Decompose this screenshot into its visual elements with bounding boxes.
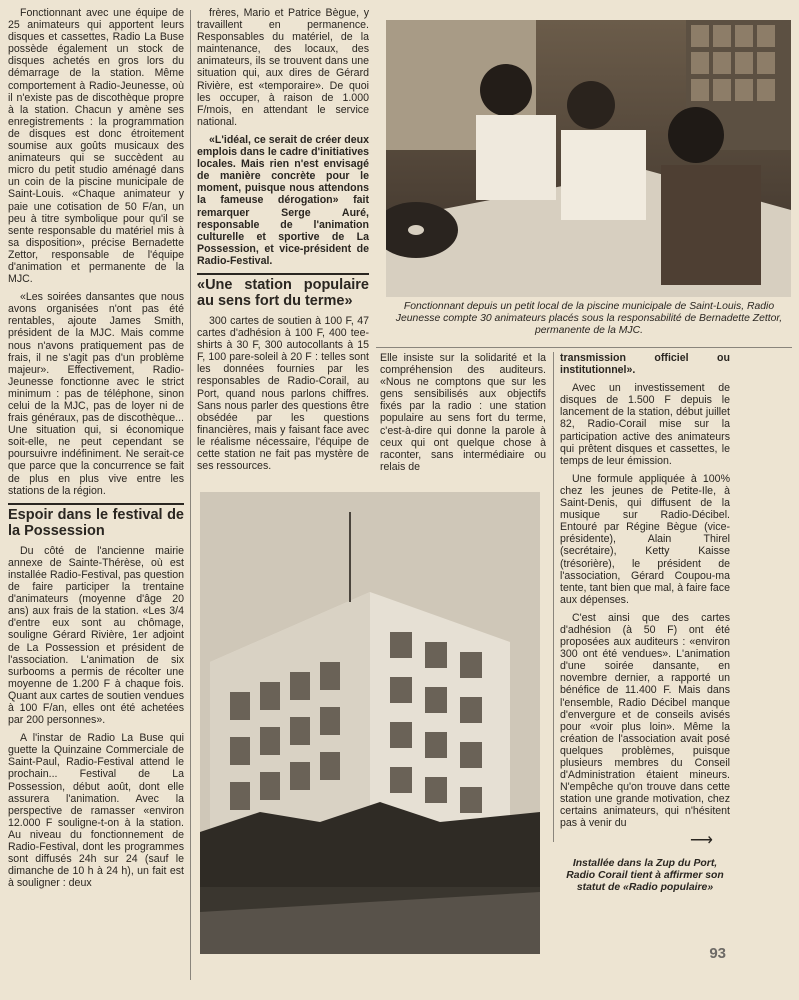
col4-paragraph-1: transmission officiel ou institutionnel». [560,352,730,377]
col3-paragraph-1: Elle insiste sur la solidarité et la compréhension des auditeurs. «Nous ne comptons que sur les gens sensibilisés aux objectifs fixés par la radio : une station populaire au sens fort du terme, c'est-à-dire qui donne la parole à ceux qui ont quelque chose à raconter, sans intermédiaire ou relais de [380,352,546,473]
col1-paragraph-4: A l'instar de Radio La Buse qui guette la Quinzaine Commerciale de Saint-Paul, Radio-Festival attend le prochain... Festival de La Possession, début août, dont elle assurera l'animation. Avec la perspective de ramasser «environ 12.000 F souligne-t-on à la station. Au niveau du fonctionnement de Radio-Festival, dont les programmes sont diffusés 24h sur 24 (sauf le dimanche de 10 h à 24 h), un fait est à souligner : deux [8,732,184,890]
col4-paragraph-4: C'est ainsi que des cartes d'adhésion (à 50 F) ont été proposées aux auditeurs : «environ 300 ont été vendues». L'animation d'une soirée dansante, en novembre dernier, a rapporté un bénéfice de 11.400 F. Mais dans l'ensemble, Radio Décibel manque d'envergure et de conseils avisés pour «voir plus loin». Même la création de l'association avait posé quelques problèmes, puisque plusieurs membres du Conseil d'Administration étaient mineurs. N'empêche qu'on trouve dans cette station une grande motivation, chez certains animateurs, qui n'hésitent pas à venir du [560,611,730,830]
studio-photo-caption: Fonctionnant depuis un petit local de la piscine municipale de Saint-Louis, Radio Jeunesse compte 30 animateurs placés sous la responsabilité de Bernadette Zettor, permanente de la MJC. [395,301,783,336]
column-1 [8,7,184,992]
col2-paragraph-2: «L'idéal, ce serait de créer deux emplois dans le cadre d'initiatives locales. Mais rien n'est envisagé de manière concrète pour le moment, puisque nous attendons la fameuse dérogation» fait remarquer Serge Auré, responsable de l'animation culturelle et sportive de La Possession, et vice-président de Radio-Festival. [197,133,369,267]
col4-paragraph-2: Avec un investissement de disques de 1.500 F depuis le lancement de la station, début juillet 82, Radio-Corail mise sur la participation active des animateurs qui prêtent disques et cassettes, le temps de leur émission. [560,382,730,467]
building-photo-image [200,492,540,954]
column-2 [197,7,369,497]
col1-paragraph-3: Du côté de l'ancienne mairie annexe de Sainte-Thérèse, où est installée Radio-Festival, pas question de faire participer la trentaine d'animateurs (moyenne d'âge 20 ans) aux frais de la station. «Les 3/4 d'entre eux sont au chômage, souligne Gérard Rivière, 1er adjoint de La Possession et président de l'association. L'animation de six surbooms a permis de récolter une moyenne de 1.200 F à chaque fois. Quant aux cartes de soutien vendues à 100 F/an, elles ont été achetées par 200 personnes». [8,544,184,727]
col2-paragraph-3: 300 cartes de soutien à 100 F, 47 cartes d'adhésion à 100 F, 400 tee-shirts à 30 F, 300 autocollants à 15 F, 100 pare-soleil à 20 F : telles sont les données fournies par les responsables de Radio-Corail, au Port, quand nous parlons chiffres. Sans nous parler des questions être obsédée par les questions financières, mais y faisant face avec le réalisme nécessaire, l'équipe de cette station ne fait pas mystère de ses ressources. [197,314,369,473]
building-photo-caption: Installée dans la Zup du Port, Radio Corail tient à affirmer son statut de «Radio populaire» [566,858,724,893]
column-divider-2 [553,352,554,842]
col1-paragraph-2: «Les soirées dansantes que nous avons organisées n'ont pas été rentables, ajoute James Smith, président de la MJC. Mais comme nous n'avons pratiquement pas de frais, il ne s'agit pas d'un problème majeur». Effectivement, Radio-Jeunesse fonctionne avec le strict minimum : pas de téléphone, sinon celui de la MJC, pas de loyer ni de frais généraux, pas de discothèque... Une situation qui, si économique soit-elle, ne peut cependant se poursuivre indéfiniment. Ne serait-ce que parce que la concurrence se fait de plus en plus vive entre les stations de la région. [8,291,184,497]
col1-heading: Espoir dans le festival de la Possession [8,503,184,539]
studio-photo [386,20,791,297]
building-photo [200,492,540,954]
caption-divider [376,347,792,348]
col4-paragraph-3: Une formule appliquée à 100% chez les jeunes de Petite-Ile, à Saint-Denis, qui diffusent de la musique sur Radio-Décibel. Entouré par Régine Bègue (vice-présidente), Alain Thirel (secrétaire), Ketty Kaisse (trésorière), le président de l'association, Gérard Coupou-ma tente, tant bien que mal, à faire face aux dépenses. [560,472,730,606]
col2-paragraph-1: frères, Mario et Patrice Bègue, y travaillent en permanence. Responsables du matériel, de la maintenance, des locaux, des animateurs, ils se trouvent dans une situation qui, aux dires de Gérard Rivière, est «temporaire». De quoi les occuper, à raison de 1.000 F/mois, en attendant le service national. [197,7,369,128]
col2-heading: «Une station populaire au sens fort du terme» [197,273,369,309]
column-3 [380,352,546,492]
page-number: 93 [709,945,726,962]
studio-photo-image [386,20,791,297]
col1-paragraph-1: Fonctionnant avec une équipe de 25 animateurs qui apportent leurs disques et cassettes, Radio La Buse possède également un stock de disques achetés en gros lors du démarrage de la station. Même comportement à Radio-Jeunesse, où il n'existe pas de discothèque propre à la station. Chacun y amène ses enregistrements : la programmation de disques est donc étroitement soumise aux goûts musicaux des animateurs qui se succèdent au micro du petit studio aménagé dans un coin de la piscine municipale de Saint-Louis. «Chaque animateur y paie une cotisation de 50 F/an, un peu à titre symbolique pour qu'il se sente responsable du matériel mis à sa disposition», précise Bernadette Zettor, responsable de l'équipe d'animation et permanente de la MJC. [8,7,184,286]
continue-arrow-icon: ⟶ [690,832,713,849]
column-divider [190,10,191,980]
column-4 [560,352,730,847]
